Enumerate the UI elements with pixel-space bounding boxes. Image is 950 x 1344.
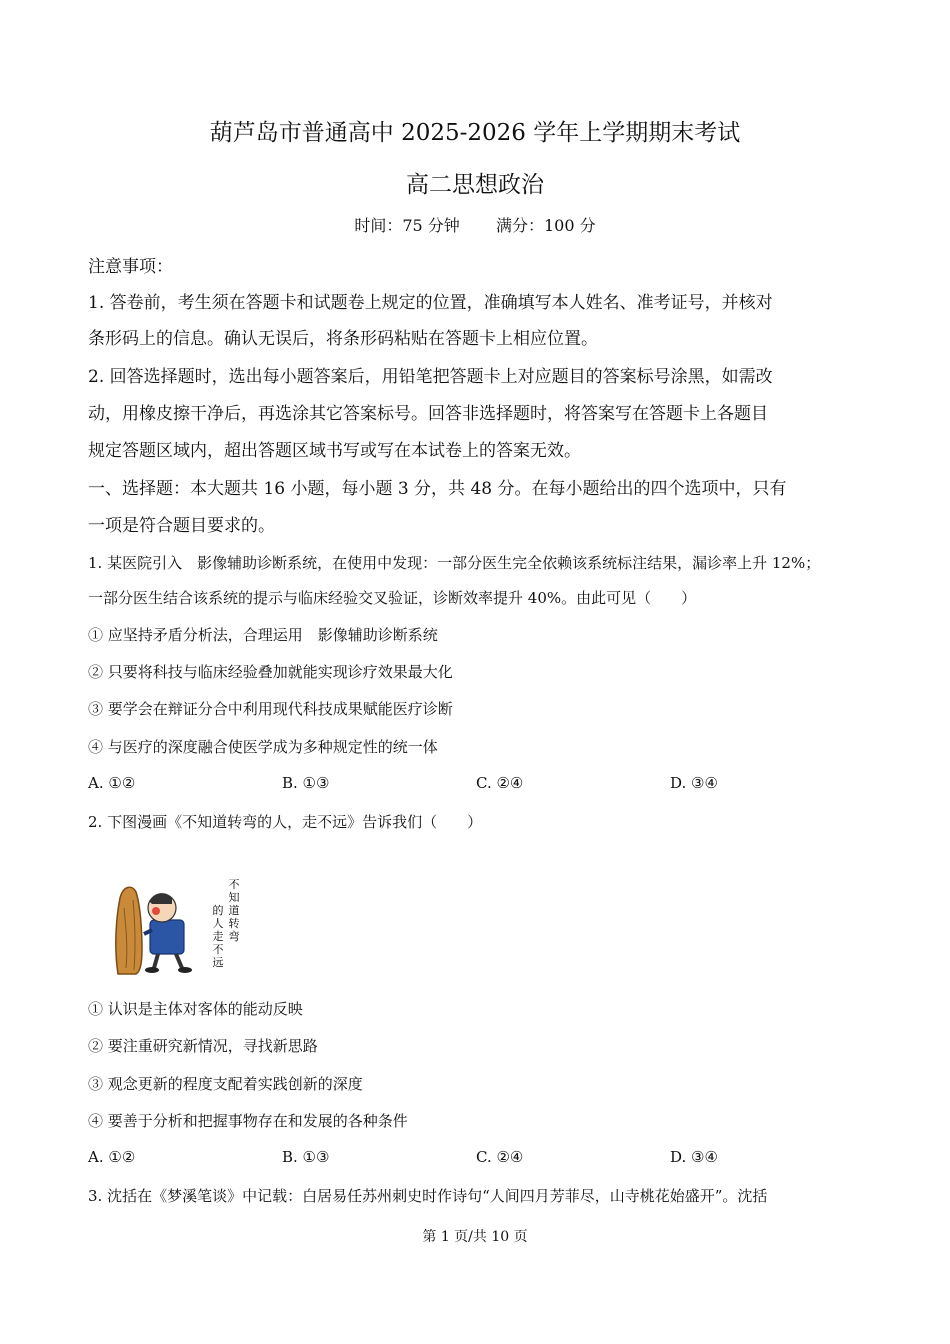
q2-statement-2: ② 要注重研究新情况，寻找新思路: [88, 1037, 318, 1055]
exam-time: 时间：75 分钟: [354, 216, 460, 235]
notice-item1-line1: 1. 答卷前，考生须在答题卡和试题卷上规定的位置，准确填写本人姓名、准考证号，并核对: [88, 293, 773, 313]
q1-statement-4: ④ 与医疗的深度融合使医学成为多种规定性的统一体: [88, 738, 438, 756]
q2-stem: 2. 下图漫画《不知道转弯的人，走不远》告诉我们（ ）: [88, 813, 483, 831]
notice-heading: 注意事项：: [88, 257, 173, 277]
q3-stem-line1: 3. 沈括在《梦溪笔谈》中记载：白居易任苏州刺史时作诗句“人间四月芳菲尽，山寺桃花始盛开”。沈括: [88, 1187, 768, 1205]
section1-line2: 一项是符合题目要求的。: [88, 516, 275, 536]
page-number: 第 1 页/共 10 页: [422, 1229, 528, 1245]
cartoon-caption-col2: 的人走不远: [212, 904, 224, 969]
notice-item2-line2: 动，用橡皮擦干净后，再选涂其它答案标号。回答非选择题时，将答案写在答题卡上各题目: [88, 404, 768, 424]
q1-option-d: D. ③④: [670, 774, 718, 792]
q1-option-c: C. ②④: [476, 774, 524, 792]
q2-option-d: D. ③④: [670, 1148, 718, 1166]
exam-subject: 高二思想政治: [406, 172, 544, 198]
cartoon-caption-col1: 不知道转弯: [228, 878, 240, 943]
q1-statement-2: ② 只要将科技与临床经验叠加就能实现诊疗效果最大化: [88, 663, 453, 681]
section1-line1: 一、选择题：本大题共 16 小题，每小题 3 分，共 48 分。在每小题给出的四个选项中，只有: [88, 479, 787, 499]
notice-item2-line1: 2. 回答选择题时，选出每小题答案后，用铅笔把答题卡上对应题目的答案标号涂黑，如需改: [88, 367, 773, 387]
q1-stem-line1: 1. 某医院引入 影像辅助诊断系统，在使用中发现：一部分医生完全依赖该系统标注结果，漏诊率上升 12%；: [88, 554, 821, 572]
q1-statement-3: ③ 要学会在辩证分合中利用现代科技成果赋能医疗诊断: [88, 700, 453, 718]
q2-option-b: B. ①③: [282, 1148, 330, 1166]
q2-option-a: A. ①②: [88, 1148, 136, 1166]
exam-meta: [0, 213, 950, 236]
q2-statement-4: ④ 要善于分析和把握事物存在和发展的各种条件: [88, 1112, 408, 1130]
q2-statement-1: ① 认识是主体对客体的能动反映: [88, 1000, 303, 1018]
q2-statement-3: ③ 观念更新的程度支配着实践创新的深度: [88, 1075, 363, 1093]
exam-score: 满分：100 分: [496, 216, 596, 235]
notice-item2-line3: 规定答题区域内，超出答题区域书写或写在本试卷上的答案无效。: [88, 441, 581, 461]
cartoon-image: [106, 878, 252, 980]
q1-option-b: B. ①③: [282, 774, 330, 792]
cartoon-illustration: [106, 878, 252, 980]
q1-stem-line2: 一部分医生结合该系统的提示与临床经验交叉验证，诊断效率提升 40%。由此可见（ ）: [88, 589, 697, 607]
q1-statement-1: ① 应坚持矛盾分析法，合理运用 影像辅助诊断系统: [88, 626, 438, 644]
notice-item1-line2: 条形码上的信息。确认无误后，将条形码粘贴在答题卡上相应位置。: [88, 329, 598, 349]
q2-option-c: C. ②④: [476, 1148, 524, 1166]
q1-option-a: A. ①②: [88, 774, 136, 792]
exam-title: 葫芦岛市普通高中 2025-2026 学年上学期期末考试: [209, 120, 741, 146]
